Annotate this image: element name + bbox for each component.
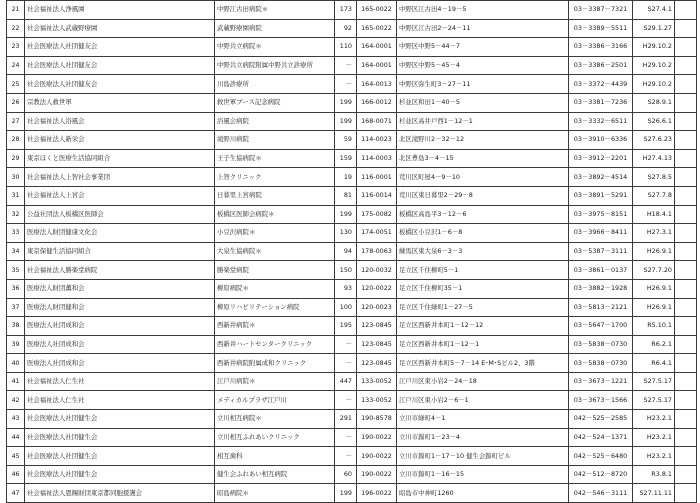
- table-row: [7, 447, 697, 466]
- blank-cell: [675, 410, 697, 429]
- address: 板橋区高島平3－12－6: [397, 205, 569, 224]
- bed-count: 447: [335, 372, 357, 391]
- hospital-name: メディカルプラザ江戸川: [215, 391, 335, 410]
- postal-code: 190-0022: [357, 447, 397, 466]
- blank-cell: [675, 484, 697, 503]
- address: 足立区千住柳町5－1: [397, 261, 569, 280]
- postal-code: 116-0001: [357, 168, 397, 187]
- blank-cell: [675, 93, 697, 112]
- blank-cell: [675, 242, 697, 261]
- phone-number: 042－525－2585: [569, 410, 633, 429]
- table-row: [7, 93, 697, 112]
- table-row: [7, 354, 697, 373]
- corporation-name: 社会福祉法人仁生社: [25, 391, 215, 410]
- postal-code: 165-0022: [357, 19, 397, 38]
- table-row: [7, 112, 697, 131]
- bed-count: －: [335, 447, 357, 466]
- row-number: 34: [7, 242, 25, 261]
- approval-date: S27.11.11: [633, 484, 675, 503]
- blank-cell: [675, 19, 697, 38]
- approval-date: R3.8.1: [633, 465, 675, 484]
- phone-number: 03－5838－0730: [569, 335, 633, 354]
- postal-code: 165-0022: [357, 1, 397, 20]
- postal-code: 114-0003: [357, 149, 397, 168]
- address: 中野区江古田4－19－5: [397, 1, 569, 20]
- bed-count: －: [335, 75, 357, 94]
- blank-cell: [675, 298, 697, 317]
- approval-date: H29.10.2: [633, 75, 675, 94]
- row-number: 32: [7, 205, 25, 224]
- approval-date: H18.4.1: [633, 205, 675, 224]
- approval-date: H23.2.1: [633, 410, 675, 429]
- address: 昭島市中神町1260: [397, 484, 569, 503]
- corporation-name: 社会医療法人社団健生会: [25, 410, 215, 429]
- corporation-name: 社会福祉法人新栄会: [25, 131, 215, 150]
- blank-cell: [675, 447, 697, 466]
- hospital-name: 小豆沢病院＊: [215, 224, 335, 243]
- table-row: [7, 279, 697, 298]
- bed-count: 92: [335, 19, 357, 38]
- postal-code: 116-0014: [357, 186, 397, 205]
- hospital-name: 立川相互ふれあいクリニック: [215, 428, 335, 447]
- bed-count: 199: [335, 205, 357, 224]
- table-row: [7, 1, 697, 20]
- postal-code: 164-0013: [357, 75, 397, 94]
- bed-count: －: [335, 354, 357, 373]
- hospital-name: 浴風会病院: [215, 112, 335, 131]
- phone-number: 03－3386－2501: [569, 56, 633, 75]
- bed-count: 81: [335, 186, 357, 205]
- blank-cell: [675, 317, 697, 336]
- row-number: 35: [7, 261, 25, 280]
- phone-number: 03－3966－8411: [569, 224, 633, 243]
- row-number: 33: [7, 224, 25, 243]
- corporation-name: 医療法人財団薫和会: [25, 279, 215, 298]
- phone-number: 042－525－6480: [569, 447, 633, 466]
- hospital-name: 柳原リハビリテーション病院: [215, 298, 335, 317]
- bed-count: 173: [335, 1, 357, 20]
- row-number: 43: [7, 410, 25, 429]
- address: 足立区西新井本町1－12－1: [397, 335, 569, 354]
- address: 立川市錦町1－17－10 健生会錦町ビル: [397, 447, 569, 466]
- postal-code: 164-0001: [357, 56, 397, 75]
- postal-code: 178-0063: [357, 242, 397, 261]
- blank-cell: [675, 391, 697, 410]
- postal-code: 133-0052: [357, 372, 397, 391]
- table-row: [7, 317, 697, 336]
- approval-date: S27.8.5: [633, 168, 675, 187]
- blank-cell: [675, 279, 697, 298]
- postal-code: 114-0023: [357, 131, 397, 150]
- blank-cell: [675, 112, 697, 131]
- blank-cell: [675, 261, 697, 280]
- phone-number: 03－3910－6336: [569, 131, 633, 150]
- address: 板橋区小豆沢1－6－8: [397, 224, 569, 243]
- approval-date: S27.4.1: [633, 1, 675, 20]
- row-number: 25: [7, 75, 25, 94]
- bed-count: 291: [335, 410, 357, 429]
- row-number: 29: [7, 149, 25, 168]
- corporation-name: 東京ほくと医療生活協同組合: [25, 149, 215, 168]
- hospital-name: 救世軍ブース記念病院: [215, 93, 335, 112]
- table-row: [7, 205, 697, 224]
- row-number: 36: [7, 279, 25, 298]
- bed-count: 100: [335, 298, 357, 317]
- corporation-name: 東京保健生活協同組合: [25, 242, 215, 261]
- corporation-name: 医療法人社団成和会: [25, 335, 215, 354]
- address: 足立区千住柳町35－1: [397, 279, 569, 298]
- row-number: 41: [7, 372, 25, 391]
- blank-cell: [675, 56, 697, 75]
- table-row: [7, 242, 697, 261]
- hospital-name: 中野江古田病院＊: [215, 1, 335, 20]
- postal-code: 196-0022: [357, 484, 397, 503]
- approval-date: H29.10.2: [633, 38, 675, 57]
- corporation-name: 医療法人社団成和会: [25, 354, 215, 373]
- address: 立川市錦町1－16－15: [397, 465, 569, 484]
- approval-date: R5.10.1: [633, 317, 675, 336]
- approval-date: R6.4.1: [633, 354, 675, 373]
- bed-count: 59: [335, 131, 357, 150]
- table-row: [7, 75, 697, 94]
- table-row: [7, 149, 697, 168]
- hospital-name: 日暮里上宮病院: [215, 186, 335, 205]
- table-row: [7, 372, 697, 391]
- row-number: 22: [7, 19, 25, 38]
- phone-number: 03－3332－6511: [569, 112, 633, 131]
- phone-number: 03－3891－5291: [569, 186, 633, 205]
- approval-date: S28.9.1: [633, 93, 675, 112]
- table-row: [7, 261, 697, 280]
- table-row: [7, 19, 697, 38]
- blank-cell: [675, 224, 697, 243]
- postal-code: 123-0845: [357, 354, 397, 373]
- postal-code: 190-0022: [357, 428, 397, 447]
- postal-code: 164-0001: [357, 38, 397, 57]
- hospital-name: 板橋区医師会病院＊: [215, 205, 335, 224]
- address: 江戸川区東小岩2－24－18: [397, 372, 569, 391]
- postal-code: 123-0845: [357, 317, 397, 336]
- hospital-name: 大泉生協病院＊: [215, 242, 335, 261]
- row-number: 26: [7, 93, 25, 112]
- corporation-name: 医療法人財団健康文化会: [25, 224, 215, 243]
- address: 足立区西新井本町5－7－14 E･M･Sビル2、3階: [397, 354, 569, 373]
- bed-count: －: [335, 335, 357, 354]
- address: 足立区千住緑町1－27－5: [397, 298, 569, 317]
- postal-code: 120-0022: [357, 279, 397, 298]
- bed-count: 199: [335, 112, 357, 131]
- address: 立川市緑町4－1: [397, 410, 569, 429]
- table-row: [7, 484, 697, 503]
- address: 北区豊島3－4－15: [397, 149, 569, 168]
- row-number: 45: [7, 447, 25, 466]
- address: 中野区江古田2－24－11: [397, 19, 569, 38]
- hospital-name: 柳原病院＊: [215, 279, 335, 298]
- address: 杉並区和田1－40－5: [397, 93, 569, 112]
- approval-date: H27.3.1: [633, 224, 675, 243]
- table-row: [7, 298, 697, 317]
- blank-cell: [675, 131, 697, 150]
- blank-cell: [675, 428, 697, 447]
- blank-cell: [675, 75, 697, 94]
- table-row: [7, 335, 697, 354]
- phone-number: 03－3372－4439: [569, 75, 633, 94]
- blank-cell: [675, 168, 697, 187]
- postal-code: 123-0845: [357, 335, 397, 354]
- blank-cell: [675, 38, 697, 57]
- hospital-name: 上智クリニック: [215, 168, 335, 187]
- bed-count: 159: [335, 149, 357, 168]
- address: 荒川区町屋4－9－10: [397, 168, 569, 187]
- corporation-name: 社会福祉法人恩賜財団東京都同胞援護会: [25, 484, 215, 503]
- row-number: 21: [7, 1, 25, 20]
- address: 立川市錦町1－23－4: [397, 428, 569, 447]
- phone-number: 042－512－8720: [569, 465, 633, 484]
- hospital-name: 川島診療所: [215, 75, 335, 94]
- corporation-name: 医療法人社団成和会: [25, 317, 215, 336]
- phone-number: 03－5647－1700: [569, 317, 633, 336]
- approval-date: S27.7.8: [633, 186, 675, 205]
- phone-number: 03－5838－0730: [569, 354, 633, 373]
- table-row: [7, 410, 697, 429]
- phone-number: 03－3892－4514: [569, 168, 633, 187]
- approval-date: S26.6.1: [633, 112, 675, 131]
- bed-count: 93: [335, 279, 357, 298]
- postal-code: 190-0022: [357, 465, 397, 484]
- table-body: [7, 1, 697, 503]
- address: 練馬区東大泉6－3－3: [397, 242, 569, 261]
- table-row: [7, 38, 697, 57]
- phone-number: 03－3381－7236: [569, 93, 633, 112]
- blank-cell: [675, 465, 697, 484]
- table-row: [7, 428, 697, 447]
- blank-cell: [675, 205, 697, 224]
- corporation-name: 社会医療法人社団健生会: [25, 465, 215, 484]
- blank-cell: [675, 335, 697, 354]
- approval-date: H26.9.1: [633, 242, 675, 261]
- hospital-name: 勝楽堂病院: [215, 261, 335, 280]
- approval-date: S27.5.17: [633, 372, 675, 391]
- postal-code: 168-0071: [357, 112, 397, 131]
- bed-count: 19: [335, 168, 357, 187]
- phone-number: 03－3389－5511: [569, 19, 633, 38]
- approval-date: H26.9.1: [633, 279, 675, 298]
- postal-code: 120-0023: [357, 298, 397, 317]
- corporation-name: 宗教法人救世軍: [25, 93, 215, 112]
- bed-count: 110: [335, 38, 357, 57]
- bed-count: 150: [335, 261, 357, 280]
- hospital-name: 王子生協病院＊: [215, 149, 335, 168]
- hospital-name: 滝野川病院: [215, 131, 335, 150]
- table-row: [7, 465, 697, 484]
- address: 中野区中野5－44－7: [397, 38, 569, 57]
- postal-code: 120-0032: [357, 261, 397, 280]
- table-row: [7, 186, 697, 205]
- approval-date: S29.1.27: [633, 19, 675, 38]
- table-row: [7, 168, 697, 187]
- bed-count: 130: [335, 224, 357, 243]
- phone-number: 03－5813－2121: [569, 298, 633, 317]
- hospital-name: 西新井ハートセンタークリニック: [215, 335, 335, 354]
- phone-number: 03－3673－1566: [569, 391, 633, 410]
- corporation-name: 社会福祉法人武蔵野療園: [25, 19, 215, 38]
- hospital-name: 健生会ふれあい相互病院: [215, 465, 335, 484]
- approval-date: S27.6.23: [633, 131, 675, 150]
- hospital-name: 昭島病院＊: [215, 484, 335, 503]
- row-number: 39: [7, 335, 25, 354]
- hospital-name: 武蔵野療園病院: [215, 19, 335, 38]
- blank-cell: [675, 186, 697, 205]
- approval-date: S27.5.17: [633, 391, 675, 410]
- blank-cell: [675, 149, 697, 168]
- phone-number: 042－546－3111: [569, 484, 633, 503]
- phone-number: 042－524－1371: [569, 428, 633, 447]
- table-row: [7, 56, 697, 75]
- row-number: 38: [7, 317, 25, 336]
- phone-number: 03－3975－8151: [569, 205, 633, 224]
- corporation-name: 社会福祉法人仁生社: [25, 372, 215, 391]
- bed-count: －: [335, 391, 357, 410]
- row-number: 46: [7, 465, 25, 484]
- hospital-name: 中野共立病院附属中野共立診療所: [215, 56, 335, 75]
- bed-count: －: [335, 56, 357, 75]
- address: 荒川区東日暮里2－29－8: [397, 186, 569, 205]
- corporation-name: 社会福祉法人上宮会: [25, 186, 215, 205]
- hospital-name: 西新井病院＊: [215, 317, 335, 336]
- hospital-name: 相互歯科: [215, 447, 335, 466]
- table-row: [7, 391, 697, 410]
- phone-number: 03－3387－7321: [569, 1, 633, 20]
- postal-code: 174-0051: [357, 224, 397, 243]
- hospital-name: 立川相互病院＊: [215, 410, 335, 429]
- row-number: 24: [7, 56, 25, 75]
- table-row: [7, 224, 697, 243]
- approval-date: H29.10.2: [633, 56, 675, 75]
- approval-date: H23.2.1: [633, 428, 675, 447]
- row-number: 42: [7, 391, 25, 410]
- phone-number: 03－5387－3111: [569, 242, 633, 261]
- postal-code: 175-0082: [357, 205, 397, 224]
- corporation-name: 医療法人財団健和会: [25, 298, 215, 317]
- hospital-name: 江戸川病院＊: [215, 372, 335, 391]
- corporation-name: 社会医療法人社団健生会: [25, 447, 215, 466]
- row-number: 40: [7, 354, 25, 373]
- bed-count: －: [335, 428, 357, 447]
- bed-count: 94: [335, 242, 357, 261]
- row-number: 28: [7, 131, 25, 150]
- row-number: 23: [7, 38, 25, 57]
- table-row: [7, 131, 697, 150]
- approval-date: H27.4.13: [633, 149, 675, 168]
- hospital-table: [6, 0, 697, 503]
- phone-number: 03－3386－3166: [569, 38, 633, 57]
- blank-cell: [675, 354, 697, 373]
- corporation-name: 社会福祉法人浴風会: [25, 112, 215, 131]
- address: 足立区西新井本町1－12－12: [397, 317, 569, 336]
- row-number: 37: [7, 298, 25, 317]
- row-number: 27: [7, 112, 25, 131]
- corporation-name: 公益社団法人板橋区医師会: [25, 205, 215, 224]
- postal-code: 133-0052: [357, 391, 397, 410]
- row-number: 30: [7, 168, 25, 187]
- address: 中野区中野5－45－4: [397, 56, 569, 75]
- address: 杉並区高井戸西1－12－1: [397, 112, 569, 131]
- bed-count: 60: [335, 465, 357, 484]
- blank-cell: [675, 1, 697, 20]
- address: 中野区弥生町3－27－11: [397, 75, 569, 94]
- approval-date: R6.2.1: [633, 335, 675, 354]
- corporation-name: 社会医療法人社団健友会: [25, 75, 215, 94]
- address: 北区滝野川2－32－12: [397, 131, 569, 150]
- corporation-name: 社会福祉法人勝楽堂病院: [25, 261, 215, 280]
- blank-cell: [675, 372, 697, 391]
- phone-number: 03－3912－2201: [569, 149, 633, 168]
- corporation-name: 社会医療法人社団健友会: [25, 38, 215, 57]
- phone-number: 03－3882－1928: [569, 279, 633, 298]
- postal-code: 166-0012: [357, 93, 397, 112]
- postal-code: 190-8578: [357, 410, 397, 429]
- corporation-name: 社会医療法人社団健生会: [25, 428, 215, 447]
- corporation-name: 社会医療法人社団健友会: [25, 56, 215, 75]
- document-page: [6, 0, 696, 497]
- row-number: 44: [7, 428, 25, 447]
- phone-number: 03－3861－0137: [569, 261, 633, 280]
- corporation-name: 社会福祉法人浄風園: [25, 1, 215, 20]
- row-number: 31: [7, 186, 25, 205]
- bed-count: 199: [335, 93, 357, 112]
- approval-date: H23.2.1: [633, 447, 675, 466]
- approval-date: H26.9.1: [633, 298, 675, 317]
- bed-count: 195: [335, 317, 357, 336]
- row-number: 47: [7, 484, 25, 503]
- hospital-name: 中野共立病院＊: [215, 38, 335, 57]
- hospital-name: 西新井病院附属成和クリニック: [215, 354, 335, 373]
- corporation-name: 社会福祉法人上智社会事業団: [25, 168, 215, 187]
- phone-number: 03－3673－1221: [569, 372, 633, 391]
- address: 江戸川区東小岩2－6－1: [397, 391, 569, 410]
- approval-date: S27.7.20: [633, 261, 675, 280]
- bed-count: 199: [335, 484, 357, 503]
